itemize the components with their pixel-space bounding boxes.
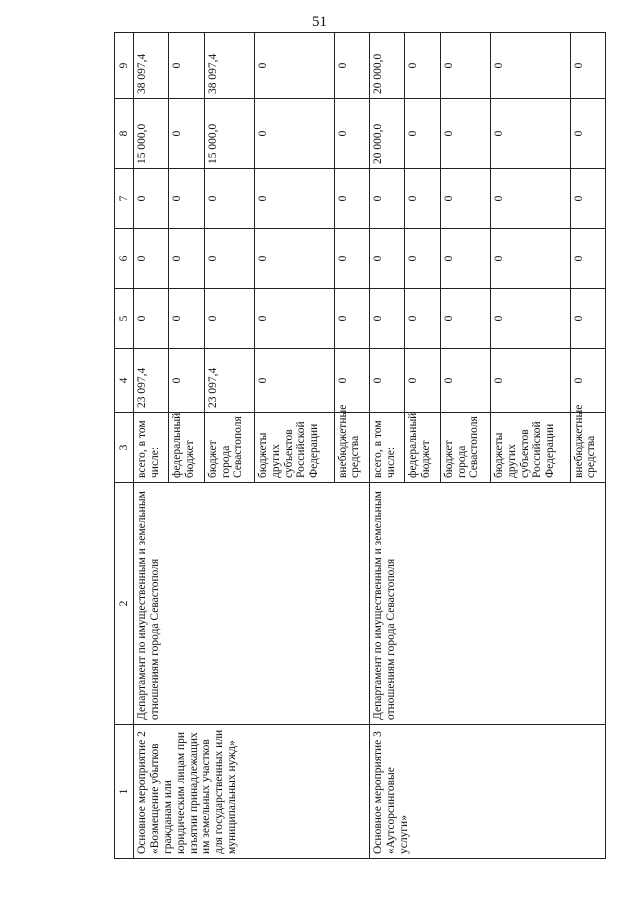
value-cell: 0 bbox=[334, 229, 369, 289]
value-cell: 0 bbox=[490, 169, 570, 229]
value-cell: 0 bbox=[570, 289, 605, 349]
value-cell: 23 097,4 bbox=[134, 349, 169, 413]
value-cell: 0 bbox=[369, 349, 404, 413]
value-cell: 0 bbox=[134, 229, 169, 289]
value-cell: 0 bbox=[334, 33, 369, 99]
value-cell: 0 bbox=[490, 289, 570, 349]
value-cell: 0 bbox=[334, 289, 369, 349]
col-header: 3 bbox=[115, 413, 134, 483]
activity-cell: Основное мероприятие 2 «Возмещение убытков гражданам или юридическим лицам при изъятии принадлежащих им земельных участков для государственных или муниципальных нужд» bbox=[134, 725, 370, 859]
value-cell: 0 bbox=[570, 349, 605, 413]
value-cell: 0 bbox=[405, 99, 440, 169]
value-cell: 0 bbox=[570, 169, 605, 229]
value-cell: 0 bbox=[490, 99, 570, 169]
value-cell: 0 bbox=[570, 229, 605, 289]
value-cell: 0 bbox=[490, 229, 570, 289]
funding-source-cell: федеральный бюджет bbox=[169, 413, 204, 483]
value-cell: 0 bbox=[440, 169, 490, 229]
value-cell: 0 bbox=[254, 99, 334, 169]
executor-cell: Департамент по имущественным и земельным отношениям города Севастополя bbox=[134, 483, 370, 725]
value-cell: 0 bbox=[440, 33, 490, 99]
value-cell: 0 bbox=[405, 349, 440, 413]
table-row bbox=[134, 33, 169, 859]
value-cell: 0 bbox=[490, 33, 570, 99]
page-number: 51 bbox=[312, 14, 327, 30]
value-cell: 0 bbox=[334, 99, 369, 169]
value-cell: 0 bbox=[254, 229, 334, 289]
value-cell: 0 bbox=[440, 289, 490, 349]
value-cell: 0 bbox=[369, 169, 404, 229]
value-cell: 0 bbox=[440, 229, 490, 289]
value-cell: 0 bbox=[405, 229, 440, 289]
col-header: 1 bbox=[115, 725, 134, 859]
executor-cell: Департамент по имущественным и земельным отношениям города Севастополя bbox=[369, 483, 605, 725]
value-cell: 0 bbox=[169, 229, 204, 289]
rotated-table-frame bbox=[114, 53, 606, 859]
column-number-row bbox=[115, 33, 134, 859]
value-cell: 0 bbox=[169, 33, 204, 99]
funding-source-cell: бюджеты других субъектов Российской Федерации bbox=[254, 413, 334, 483]
value-cell: 0 bbox=[405, 33, 440, 99]
value-cell: 0 bbox=[254, 169, 334, 229]
value-cell: 0 bbox=[134, 169, 169, 229]
value-cell: 15 000,0 bbox=[204, 99, 254, 169]
funding-source-cell: бюджет города Севастополя bbox=[204, 413, 254, 483]
funding-source-cell: бюджеты других субъектов Российской Федерации bbox=[490, 413, 570, 483]
value-cell: 0 bbox=[440, 99, 490, 169]
value-cell: 0 bbox=[440, 349, 490, 413]
value-cell: 0 bbox=[134, 289, 169, 349]
budget-table bbox=[114, 32, 606, 859]
value-cell: 0 bbox=[369, 229, 404, 289]
col-header: 9 bbox=[115, 33, 134, 99]
value-cell: 0 bbox=[204, 229, 254, 289]
col-header: 8 bbox=[115, 99, 134, 169]
funding-source-cell: бюджет города Севастополя bbox=[440, 413, 490, 483]
value-cell: 0 bbox=[334, 169, 369, 229]
col-header: 6 bbox=[115, 229, 134, 289]
value-cell: 0 bbox=[169, 169, 204, 229]
funding-source-cell: внебюджетные средства bbox=[334, 413, 369, 483]
funding-source-cell: всего, в том числе: bbox=[369, 413, 404, 483]
table-row bbox=[369, 33, 404, 859]
value-cell: 0 bbox=[254, 33, 334, 99]
value-cell: 0 bbox=[254, 349, 334, 413]
value-cell: 0 bbox=[490, 349, 570, 413]
value-cell: 0 bbox=[369, 289, 404, 349]
activity-cell: Основное мероприятие 3 «Аутсорсинговые услуги» bbox=[369, 725, 605, 859]
value-cell: 0 bbox=[169, 349, 204, 413]
value-cell: 38 097,4 bbox=[204, 33, 254, 99]
funding-source-cell: всего, в том числе: bbox=[134, 413, 169, 483]
funding-source-cell: федеральный бюджет bbox=[405, 413, 440, 483]
value-cell: 0 bbox=[204, 289, 254, 349]
value-cell: 0 bbox=[169, 99, 204, 169]
value-cell: 20 000,0 bbox=[369, 33, 404, 99]
value-cell: 38 097,4 bbox=[134, 33, 169, 99]
value-cell: 0 bbox=[254, 289, 334, 349]
col-header: 5 bbox=[115, 289, 134, 349]
value-cell: 23 097,4 bbox=[204, 349, 254, 413]
value-cell: 15 000,0 bbox=[134, 99, 169, 169]
col-header: 7 bbox=[115, 169, 134, 229]
value-cell: 0 bbox=[204, 169, 254, 229]
funding-source-cell: внебюджетные средства bbox=[570, 413, 605, 483]
col-header: 4 bbox=[115, 349, 134, 413]
value-cell: 0 bbox=[334, 349, 369, 413]
value-cell: 0 bbox=[169, 289, 204, 349]
col-header: 2 bbox=[115, 483, 134, 725]
value-cell: 20 000,0 bbox=[369, 99, 404, 169]
value-cell: 0 bbox=[405, 169, 440, 229]
value-cell: 0 bbox=[405, 289, 440, 349]
value-cell: 0 bbox=[570, 33, 605, 99]
value-cell: 0 bbox=[570, 99, 605, 169]
